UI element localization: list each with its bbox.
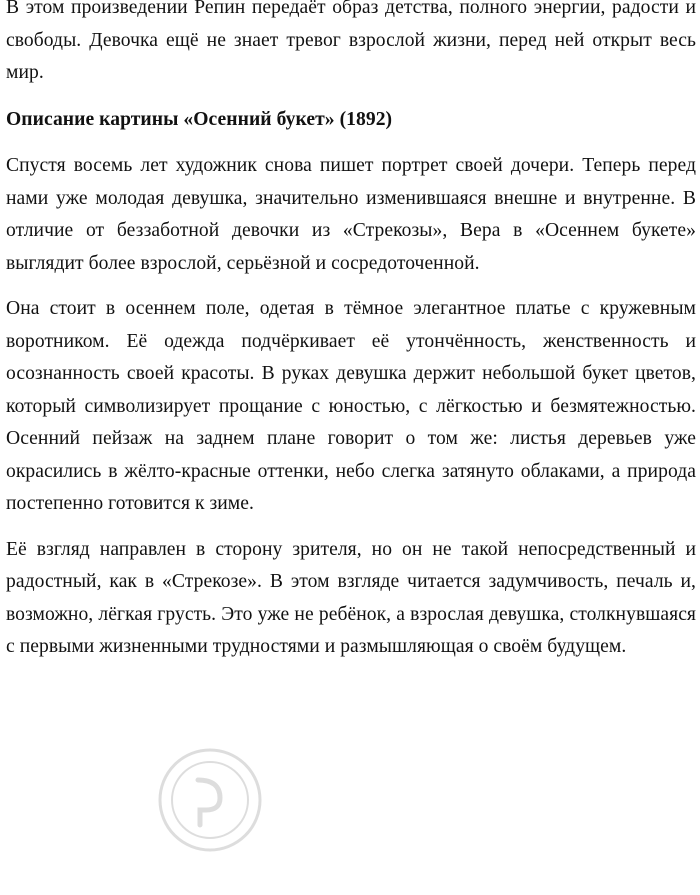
paragraph-3: Её взгляд направлен в сторону зрителя, но он не такой непосредственный и радостный, как в «Стрекозе». В этом взгляде читается задумчивость, печаль и, возможно, лёгкая грусть. Это уже не ребёнок, а взрослая девушка, столкнувшаяся с первыми жизненными трудностями и размышляющая о своём будущем. bbox=[6, 538, 696, 657]
section-heading: Описание картины «Осенний букет» (1892) bbox=[6, 108, 393, 130]
document-page bbox=[6, 0, 696, 895]
intro-paragraph: В этом произведении Репин передаёт образ детства, полного энергии, радости и свободы. Девочка ещё не знает тревог взрослой жизни, перед ней открыт весь мир. bbox=[6, 0, 696, 83]
paragraph-1: Спустя восемь лет художник снова пишет портрет своей дочери. Теперь перед нами уже молодая девушка, значительно изменившаяся внешне и внутренне. В отличие от беззаботной девочки из «Стрекозы», Вера в «Осеннем букете» выглядит более взрослой, серьёзной и сосредоточенной. bbox=[6, 155, 696, 274]
paragraph-2: Она стоит в осеннем поле, одетая в тёмное элегантное платье с кружевным воротником. Её одежда подчёркивает её утончённость, женственность и осознанность своей красоты. В руках девушка держит небольшой букет цветов, который символизирует прощание с юностью, с лёгкостью и безмятежностью. Осенний пейзаж на заднем плане говорит о том же: листья деревьев уже окрасились в жёлто-красные оттенки, небо слегка затянуто облаками, а природа постепенно готовится к зиме. bbox=[6, 298, 696, 514]
